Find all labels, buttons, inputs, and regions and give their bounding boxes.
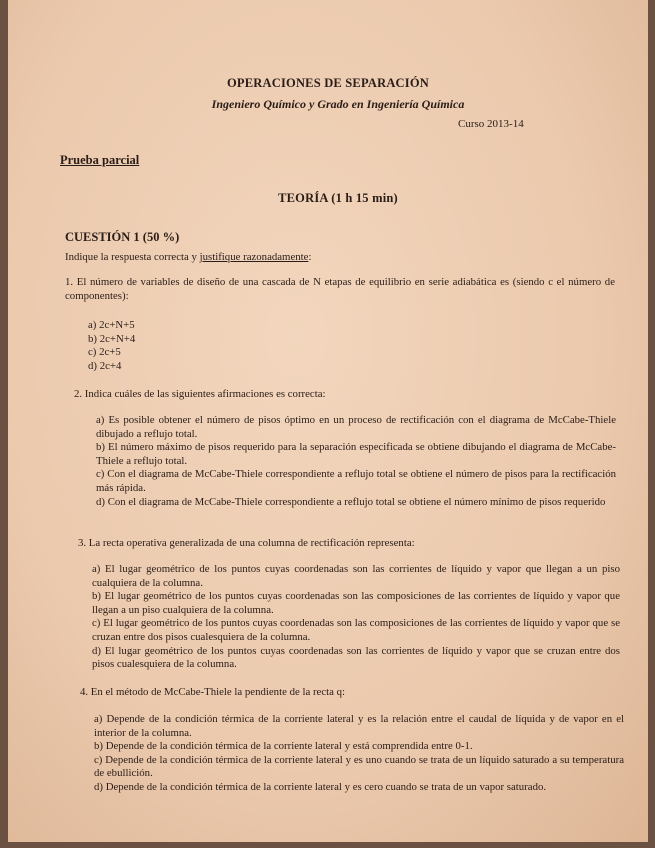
instruction (65, 251, 311, 265)
instruction-underlined: justifique razonadamente (199, 251, 309, 263)
question-4-options (94, 713, 624, 795)
option: b) El lugar geométrico de los puntos cuyas coordenadas son las composiciones de las corrientes de líquido y vapor que llegan a un piso cualquiera de la columna. (92, 590, 620, 616)
option: a) 2c+N+5 (88, 319, 135, 331)
course-title: OPERACIONES DE SEPARACIÓN (226, 76, 429, 90)
question-3: 3. La recta operativa generalizada de una columna de rectificación representa: (78, 537, 415, 549)
section-title: TEORÍA (1 h 15 min) (278, 191, 398, 205)
option: b) Depende de la condición térmica de la corriente lateral y está comprendida entre 0-1. (94, 740, 473, 753)
question-3-options (92, 563, 620, 672)
question-1-options (88, 319, 135, 373)
option: c) Depende de la condición térmica de la corriente lateral y es uno cuando se trata de un líquido saturado a su temperatura de ebullición. (94, 753, 624, 780)
instruction-text: Indique la respuesta correcta y (65, 251, 200, 263)
option: a) Es posible obtener el número de pisos óptimo en un proceso de rectificación con el diagrama de McCabe-Thiele dibujado a reflujo total. (96, 414, 616, 440)
question-4: 4. En el método de McCabe-Thiele la pendiente de la recta q: (80, 686, 346, 698)
option: d) El lugar geométrico de los puntos cuyas coordenadas son las corrientes de líquido y vapor que se cruzan entre dos pisos cualesquiera de la columna. (92, 644, 620, 671)
exam-type: Prueba parcial (60, 153, 140, 167)
option: d) Con el diagrama de McCabe-Thiele correspondiente a reflujo total se obtiene el número mínimo de pisos requerido (96, 495, 606, 508)
degree-subtitle: Ingeniero Químico y Grado en Ingeniería Química (211, 97, 465, 111)
option: a) El lugar geométrico de los puntos cuyas coordenadas son las corrientes de líquido y vapor que llegan a un piso cualquiera de la columna. (92, 563, 620, 589)
option: c) El lugar geométrico de los puntos cuyas coordenadas son las composiciones de las corrientes de líquido y vapor que se cruzan entre dos pisos cualesquiera de la columna. (92, 617, 620, 643)
option: c) 2c+5 (88, 346, 121, 359)
option: d) 2c+4 (88, 359, 122, 372)
option: c) Con el diagrama de McCabe-Thiele correspondiente a reflujo total se obtiene el número de pisos para la rectificación más rápida. (96, 468, 616, 494)
question-2-options (96, 414, 616, 509)
exam-page (8, 0, 648, 842)
question-1: 1. El número de variables de diseño de una cascada de N etapas de equilibrio en serie adiabática es (siendo c el número de componentes): (65, 276, 615, 302)
option: b) 2c+N+4 (88, 332, 136, 345)
option: a) Depende de la condición térmica de la corriente lateral y es la relación entre el caudal de líquida y de vapor en el interior de la columna. (94, 713, 624, 739)
option: d) Depende de la condición térmica de la corriente lateral y es cero cuando se trata de un vapor saturado. (94, 780, 547, 793)
instruction-suffix: : (308, 251, 312, 263)
question-block-title: CUESTIÓN 1 (50 %) (65, 230, 180, 244)
option: b) El número máximo de pisos requerido para la separación especificada se obtiene dibujando el diagrama de McCabe-Thiele a reflujo total. (96, 441, 616, 467)
question-2: 2. Indica cuáles de las siguientes afirmaciones es correcta: (74, 388, 326, 400)
course-year: Curso 2013-14 (458, 118, 524, 130)
